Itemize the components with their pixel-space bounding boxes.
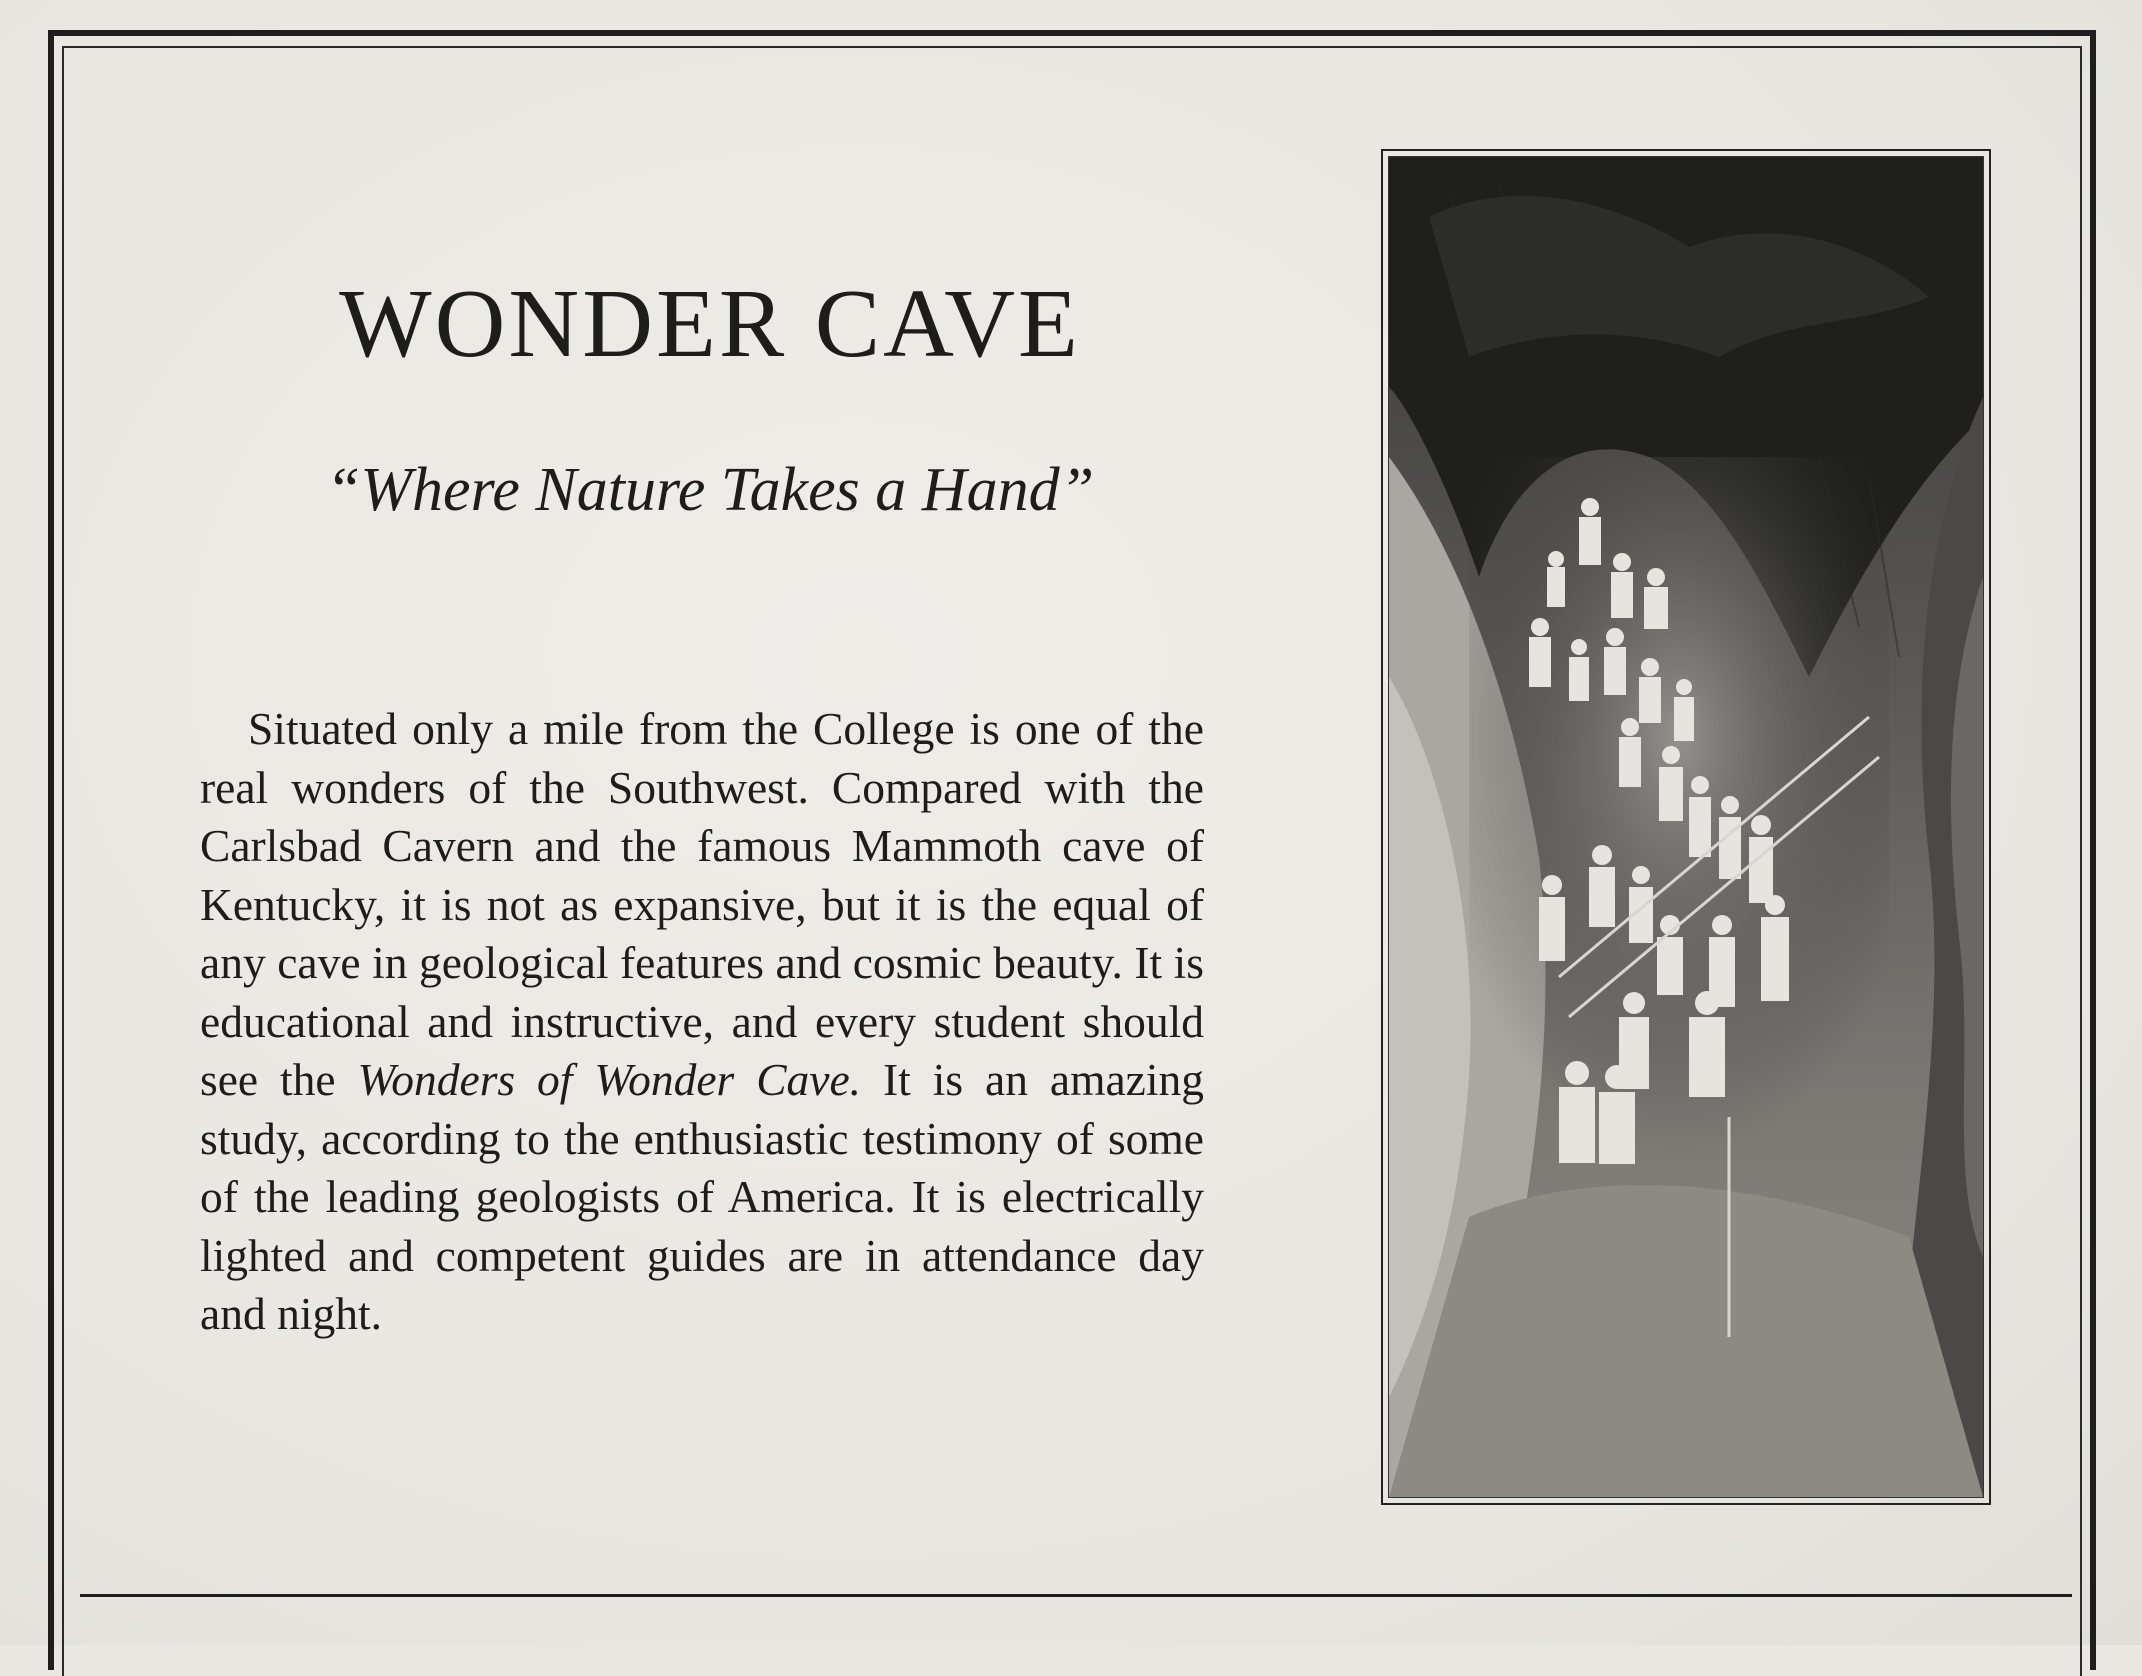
cave-photo-illustration [1389, 157, 1983, 1497]
bottom-rule [80, 1594, 2072, 1597]
cave-photo [1388, 156, 1984, 1498]
body-text-italic: Wonders of Wonder Cave. [357, 1054, 862, 1105]
body-text-end: It is an amazing study, according to the enthusiastic testimony of some of the leading geologists of America. It is electrically lighted and competent guides are in attendance day and night. [200, 1054, 1204, 1339]
body-paragraph [200, 700, 1204, 1344]
page-title: WONDER CAVE [339, 270, 1081, 378]
cave-photo-frame [1381, 149, 1991, 1505]
body-text-start: Situated only a mile from the College is one of the real wonders of the Southwest. Compared with the Carlsbad Cavern and the famous Mammoth cave of Kentucky, it is not as expansive, but it is the equal of any cave in geological features and cosmic beauty. It is educational and instructive, and every student should see the [200, 703, 1204, 1105]
page-subtitle: “Where Nature Takes a Hand” [325, 456, 1095, 524]
